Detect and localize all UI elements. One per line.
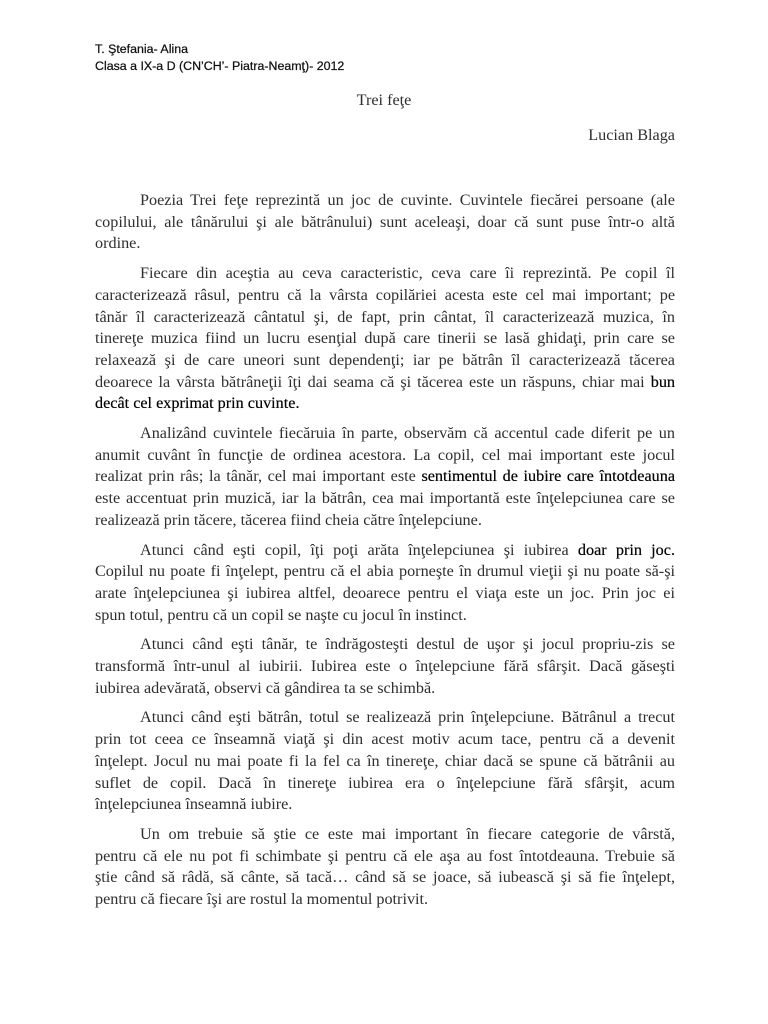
paragraph-line: arate înţelepciunea şi iubirea altfel, deoarece pentru el viaţa este un joc. Prin joc ei bbox=[95, 583, 675, 602]
poet-name: Lucian Blaga bbox=[588, 126, 675, 144]
paragraph-line: spun totul, pentru că un copil se naşte cu jocul în instinct. bbox=[95, 605, 467, 624]
paragraph-line bbox=[95, 540, 675, 562]
paragraph-line: anumit cuvânt în funcţie de ordinea acestora. La copil, cel mai important este jocul bbox=[95, 445, 675, 464]
paragraph-line: ştie când să râdă, să cânte, să tacă… când să se joace, să iubească şi să fie înţelept, bbox=[95, 868, 675, 887]
paragraph-line: tânăr îl caracterizează cântatul şi, de fapt, prin cântat, îl caracterizează muzica, în bbox=[95, 307, 675, 326]
paragraph-line: copilului, ale tânărului şi ale bătrânului) sunt aceleaşi, doar că sunt puse într-o altă bbox=[95, 212, 675, 231]
paragraph-line: transformă într-unul al iubirii. Iubirea este o înţelepciune fără sfârşit. Dacă găseşti bbox=[95, 657, 675, 676]
paragraph-line: iubirea adevărată, observi că gândirea ta se schimbă. bbox=[95, 678, 436, 697]
class-info: Clasa a IX-a D (CN’CH’- Piatra-Neamţ)- 2012 bbox=[95, 59, 345, 73]
paragraph-line bbox=[95, 372, 675, 394]
paragraph bbox=[95, 540, 675, 627]
line-segment: Atunci când eşti copil, îţi poţi arăta înţelepciunea şi iubirea bbox=[140, 540, 578, 559]
paragraph bbox=[95, 263, 675, 415]
paragraph-line: este accentuat prin muzică, iar la bătrân, cea mai importantă este înţelepciunea care se bbox=[95, 489, 675, 508]
paragraph-line: Atunci când eşti tânăr, te îndrăgosteşti destul de uşor şi jocul propriu-zis se bbox=[140, 635, 675, 654]
emphasized-text: doar prin joc. bbox=[577, 540, 675, 559]
paragraph-line: Analizând cuvintele fiecăruia în parte, observăm că accentul cade diferit pe un bbox=[140, 424, 675, 443]
essay-body bbox=[95, 190, 675, 919]
paragraph-line: Un om trebuie să ştie ce este mai important în fiecare categorie de vârstă, bbox=[140, 824, 675, 843]
paragraph-line: înţelepciunea înseamnă iubire. bbox=[95, 795, 293, 814]
paragraph-line: relaxează şi de care uneori sunt dependenţi; iar pe bătrân îl caracterizează tăcerea bbox=[95, 350, 675, 369]
paragraph-line bbox=[95, 393, 675, 415]
paragraph-line: Fiecare din aceştia au ceva caracteristic, ceva care îi reprezintă. Pe copil îl bbox=[140, 264, 675, 283]
paragraph-line: prin tot ceea ce înseamnă viaţă şi din acest motiv acum tace, pentru că a devenit bbox=[95, 730, 675, 749]
emphasized-text: bun bbox=[650, 372, 675, 391]
paragraph-line: pentru că ele nu pot fi schimbate şi pentru că ele aşa au fost întotdeauna. Trebuie să bbox=[95, 846, 675, 865]
paragraph-line: suflet de copil. Dacă în tinereţe iubirea era o înţelepciune fără sfârşit, acum bbox=[95, 773, 675, 792]
paragraph bbox=[95, 634, 675, 699]
line-segment: deoarece la vârsta bătrâneţii îţi dai seama că şi tăcerea este un răspuns, chiar mai bbox=[95, 372, 651, 391]
paragraph-line: tinereţe muzica fiind un lucru esenţial după care tinerii se lasă ghidaţi, prin care se bbox=[95, 329, 675, 348]
paragraph-line: caracterizează râsul, pentru că la vârsta copilăriei acesta este cel mai important; pe bbox=[95, 285, 675, 304]
paragraph bbox=[95, 824, 675, 911]
line-segment: realizat prin râs; la tânăr, cel mai important este bbox=[95, 467, 422, 486]
paragraph-line: înţelept. Jocul nu mai poate fi la fel ca în tinereţe, chiar dacă se spune că bătrânii au bbox=[95, 751, 675, 770]
paragraph-line: realizează prin tăcere, tăcerea fiind cheia către înţelepciune. bbox=[95, 510, 482, 529]
paragraph-line: Atunci când eşti bătrân, totul se realizează prin înţelepciune. Bătrânul a trecut bbox=[140, 708, 675, 727]
emphasized-text: sentimentul de iubire care întotdeauna bbox=[421, 467, 676, 486]
paragraph-line: pentru că fiecare îşi are rostul la momentul potrivit. bbox=[95, 890, 429, 909]
emphasized-text: decât cel exprimat prin cuvinte. bbox=[95, 394, 300, 413]
author-header bbox=[95, 41, 344, 75]
essay-title: Trei feţe bbox=[356, 91, 412, 109]
author-name: T. Ştefania- Alina bbox=[95, 42, 188, 56]
paragraph-line: ordine. bbox=[95, 234, 141, 253]
paragraph bbox=[95, 707, 675, 816]
paragraph bbox=[95, 190, 675, 255]
paragraph bbox=[95, 423, 675, 532]
paragraph-line: Copilul nu poate fi înţelept, pentru că el abia porneşte în drumul vieţii şi nu poate să-şi bbox=[95, 562, 675, 581]
paragraph-line bbox=[95, 466, 675, 488]
paragraph-line: Poezia Trei feţe reprezintă un joc de cuvinte. Cuvintele fiecărei persoane (ale bbox=[140, 191, 675, 209]
